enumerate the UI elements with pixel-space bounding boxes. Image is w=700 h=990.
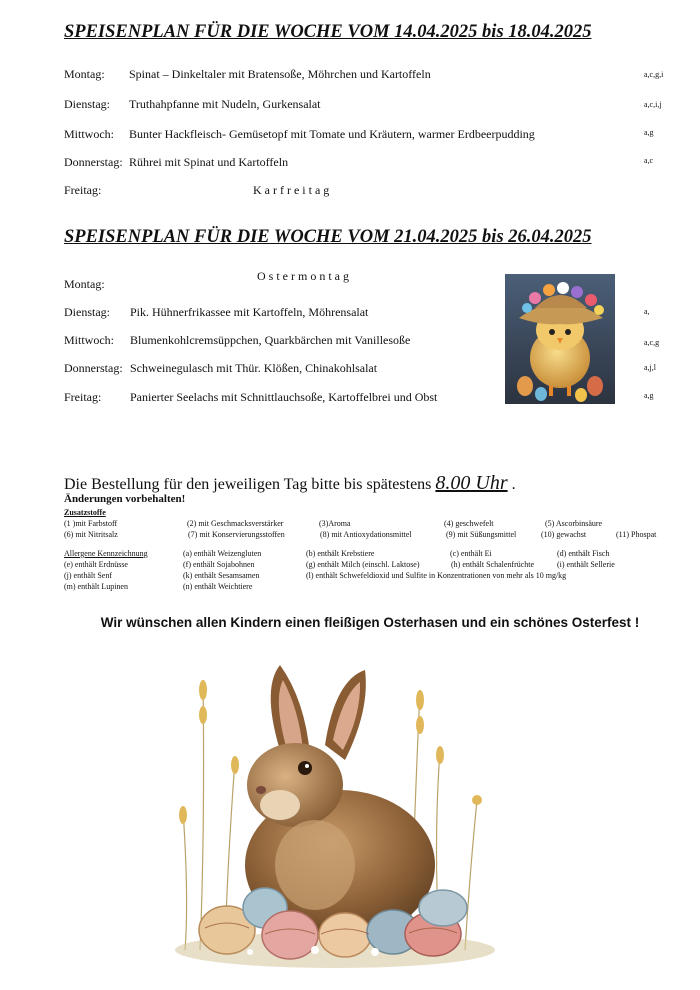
week1-allergens: a,g	[644, 128, 654, 137]
week2-allergens: a,c,g	[644, 338, 660, 347]
week1-meal: Truthahpfanne mit Nudeln, Gurkensalat	[129, 97, 321, 111]
week2-day-label: Donnerstag:	[64, 361, 123, 375]
allergen-item: (m) enthält Lupinen	[64, 582, 128, 591]
additive-item: (2) mit Geschmacksverstärker	[187, 519, 284, 528]
week1-meal: Rührei mit Spinat und Kartoffeln	[129, 155, 289, 169]
week1-allergens: a,c	[644, 156, 654, 165]
easter-bunny-image	[165, 650, 505, 980]
additive-item: (9) mit Süßungsmittel	[446, 530, 517, 539]
allergen-item: (h) enthält Schalenfrüchte	[451, 560, 535, 569]
week1-day-label: Dienstag:	[64, 97, 110, 111]
week2-day-label: Mittwoch:	[64, 333, 114, 347]
week2-day-label: Dienstag:	[64, 305, 110, 319]
week2-meal: Schweinegulasch mit Thür. Klößen, Chinakohlsalat	[130, 361, 378, 375]
week2-title: SPEISENPLAN FÜR DIE WOCHE VOM 21.04.2025 bis 26.04.2025	[64, 227, 592, 247]
additive-item: (10) gewachst	[541, 530, 587, 539]
additive-item: (8) mit Antioxydationsmittel	[320, 530, 412, 539]
allergen-item: (k) enthält Sesamsamen	[183, 571, 260, 580]
week1-day-label: Montag:	[64, 67, 105, 81]
order-deadline	[64, 472, 516, 495]
allergen-item: (i) enthält Sellerie	[557, 560, 615, 569]
week2-meal: Panierter Seelachs mit Schnittlauchsoße, Kartoffelbrei und Obst	[130, 390, 438, 404]
week1-allergens: a,c,i,j	[644, 100, 662, 109]
allergen-item: (j) enthält Senf	[64, 571, 112, 580]
week1-meal: Bunter Hackfleisch- Gemüsetopf mit Tomate und Kräutern, warmer Erdbeerpudding	[129, 127, 535, 141]
order-text: Die Bestellung für den jeweiligen Tag bitte bis spätestens	[64, 476, 432, 493]
additive-item: (5) Ascorbinsäure	[545, 519, 603, 528]
allergen-item: (c) enthält Ei	[450, 549, 492, 558]
allergen-item: (e) enthält Erdnüsse	[64, 560, 128, 569]
allergen-item: (g) enthält Milch (einschl. Laktose)	[306, 560, 420, 569]
additive-item: (7) mit Konservierungsstoffen	[188, 530, 285, 539]
order-time: 8.00 Uhr	[435, 472, 508, 494]
additives-heading: Zusatzstoffe	[64, 508, 106, 517]
changes-note: Änderungen vorbehalten!	[64, 493, 186, 505]
week1-day-label: Mittwoch:	[64, 127, 114, 141]
allergen-item: (l) enthält Schwefeldioxid und Sulfite in Konzentrationen von mehr als 10 mg/kg	[306, 571, 567, 580]
order-end: .	[511, 476, 516, 493]
week1-day-label: Freitag:	[64, 183, 102, 197]
allergen-item: (b) enthält Krebstiere	[306, 549, 375, 558]
additive-item: (6) mit Nitritsalz	[64, 530, 118, 539]
week2-allergens: a,g	[644, 391, 654, 400]
holiday-label: Ostermontag	[257, 269, 352, 283]
easter-wish: Wir wünschen allen Kindern einen fleißigen Osterhasen und ein schönes Osterfest !	[100, 615, 640, 630]
allergen-item: (a) enthält Weizengluten	[183, 549, 262, 558]
week2-allergens: a,j,l	[644, 363, 656, 372]
week1-meal: Spinat – Dinkeltaler mit Bratensoße, Möhrchen und Kartoffeln	[129, 67, 431, 81]
week1-allergens: a,c,g,i	[644, 70, 664, 79]
allergen-item: (d) enthält Fisch	[557, 549, 610, 558]
allergen-item: (n) enthält Weichtiere	[183, 582, 253, 591]
week2-meal: Pik. Hühnerfrikassee mit Kartoffeln, Möhrensalat	[130, 305, 369, 319]
additive-item: (1 )mit Farbstoff	[64, 519, 118, 528]
allergen-item: (f) enthält Sojabohnen	[183, 560, 255, 569]
additive-item: (4) geschwefelt	[444, 519, 494, 528]
allergens-heading: Allergene Kennzeichnung	[64, 549, 148, 558]
easter-chick-image	[505, 274, 615, 404]
week2-day-label: Montag:	[64, 277, 105, 291]
week1-day-label: Donnerstag:	[64, 155, 123, 169]
week2-allergens: a,	[644, 307, 650, 316]
week1-title: SPEISENPLAN FÜR DIE WOCHE VOM 14.04.2025 bis 18.04.2025	[64, 22, 592, 42]
week2-day-label: Freitag:	[64, 390, 102, 404]
week2-meal: Blumenkohlcremsüppchen, Quarkbärchen mit Vanillesoße	[130, 333, 411, 347]
additive-item: (11) Phospat	[616, 530, 657, 539]
additive-item: (3)Aroma	[319, 519, 351, 528]
holiday-label: Karfreitag	[253, 183, 333, 197]
